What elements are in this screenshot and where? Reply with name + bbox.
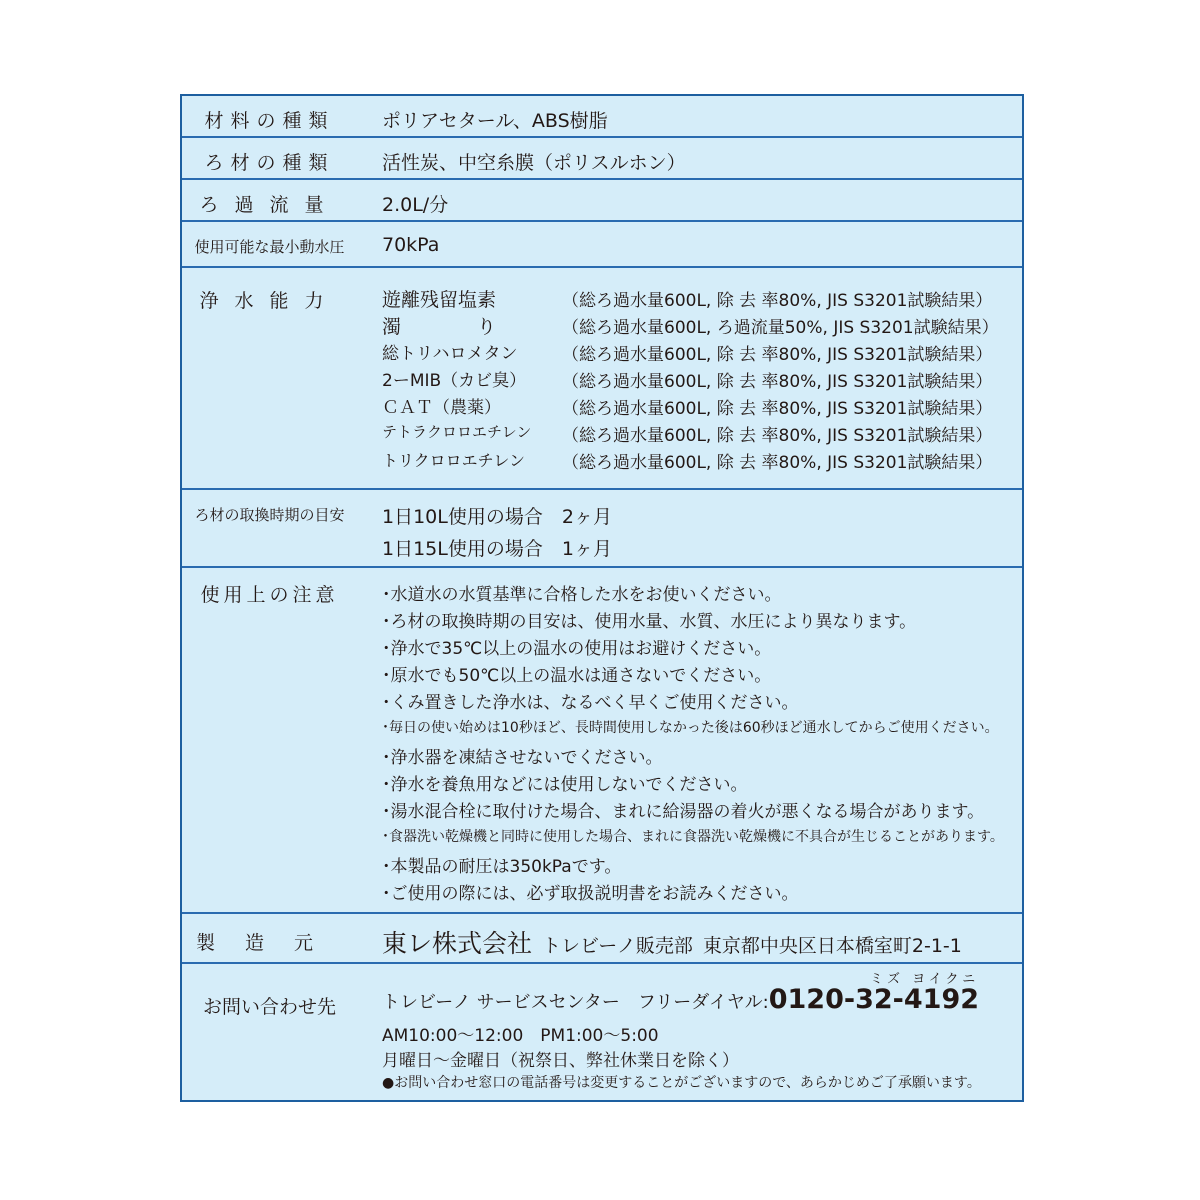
capacity-detail: （総ろ過水量600L, ろ過流量50%, JIS S3201試験結果） [562,318,999,338]
caution-item: ･湯水混合栓に取付けた場合、まれに給湯器の着火が悪くなる場合があります。 [382,802,985,822]
row-min-pressure [182,220,1022,268]
manufacturer-info [382,924,962,960]
capacity-substance: 2ーMIB（カビ臭） [382,371,527,391]
capacity-substance: テトラクロロエチレン [382,423,532,441]
cautions-label: 使用上の注意 [200,584,339,606]
capacity-substance: トリクロロエチレン [382,451,525,470]
caution-item: ･毎日の使い始めは10秒ほど、長時間使用しなかった後は60秒ほど通水してからご使用ください。 [382,720,999,736]
row-replacement [182,488,1022,568]
spec-table [180,94,1024,1102]
replacement-item: 1日10L使用の場合 2ヶ月 [382,506,612,528]
manufacturer-address: 東京都中央区日本橋室町2-1-1 [702,935,962,957]
material-label: 材料の種類 [204,110,335,132]
replacement-item: 1日15L使用の場合 1ヶ月 [382,538,612,560]
row-manufacturer [182,912,1022,964]
caution-item: ･くみ置きした浄水は、なるべく早くご使用ください。 [382,693,799,713]
min-pressure-label: 使用可能な最小動水圧 [194,238,345,256]
contact-label: お問い合わせ先 [202,996,336,1018]
row-cautions [182,566,1022,914]
capacity-substance: 遊離残留塩素 [382,289,497,311]
caution-item: ･本製品の耐圧は350kPaです。 [382,857,622,877]
flow-rate-label: ろ過流量 [199,194,340,216]
capacity-detail: （総ろ過水量600L, 除 去 率80%, JIS S3201試験結果） [562,345,993,365]
capacity-substance: ＣＡＴ（農薬） [382,398,501,418]
capacity-detail: （総ろ過水量600L, 除 去 率80%, JIS S3201試験結果） [562,453,993,473]
flow-rate-value: 2.0L/分 [382,194,449,216]
capacity-detail: （総ろ過水量600L, 除 去 率80%, JIS S3201試験結果） [562,372,993,392]
row-filter-material [182,136,1022,180]
capacity-substance: 濁 り [382,316,497,338]
manufacturer-department: トレビーノ販売部 [542,935,693,957]
caution-item: ･ご使用の際には、必ず取扱説明書をお読みください。 [382,884,799,904]
capacity-detail: （総ろ過水量600L, 除 去 率80%, JIS S3201試験結果） [562,399,993,419]
filter-material-value: 活性炭、中空糸膜（ポリスルホン） [382,152,686,174]
capacity-detail: （総ろ過水量600L, 除 去 率80%, JIS S3201試験結果） [562,291,993,311]
capacity-label: 浄水能力 [199,290,340,312]
caution-item: ･浄水で35℃以上の温水の使用はお避けください。 [382,639,772,659]
caution-item: ･浄水を養魚用などには使用しないでください。 [382,775,748,795]
row-flow-rate [182,178,1022,222]
min-pressure-value: 70kPa [382,234,440,256]
material-value: ポリアセタール、ABS樹脂 [382,110,608,132]
row-contact [182,962,1022,1102]
replacement-label: ろ材の取換時期の目安 [194,506,345,524]
phone-number: 0120-32-4192 [768,984,980,1015]
caution-item: ･浄水器を凍結させないでください。 [382,748,663,768]
manufacturer-label: 製造元 [195,932,343,954]
manufacturer-company: 東レ株式会社 [382,929,533,958]
filter-material-label: ろ材の種類 [204,152,335,174]
caution-item: ･ろ材の取換時期の目安は、使用水量、水質、水圧により異なります。 [382,612,917,632]
row-capacity [182,266,1022,490]
caution-item: ･水道水の水質基準に合格した水をお使いください。 [382,585,782,605]
caution-item: ･原水でも50℃以上の温水は通さないでください。 [382,666,772,686]
phone-reading: ミズ ヨイクニ [870,972,980,987]
capacity-substance: 総トリハロメタン [382,344,518,364]
contact-hours: AM10:00～12:00 PM1:00～5:00 [382,1026,659,1046]
capacity-detail: （総ろ過水量600L, 除 去 率80%, JIS S3201試験結果） [562,426,993,446]
contact-days: 月曜日～金曜日（祝祭日、弊社休業日を除く） [382,1051,739,1071]
service-center-name: トレビーノ サービスセンター フリーダイヤル: [382,992,769,1013]
caution-item: ･食器洗い乾燥機と同時に使用した場合、まれに食器洗い乾燥機に不具合が生じることがあります。 [382,829,1004,845]
contact-service-line [382,984,979,1015]
contact-note: ●お問い合わせ窓口の電話番号は変更することがございますので、あらかじめご了承願います。 [382,1075,981,1091]
row-material [182,96,1022,136]
